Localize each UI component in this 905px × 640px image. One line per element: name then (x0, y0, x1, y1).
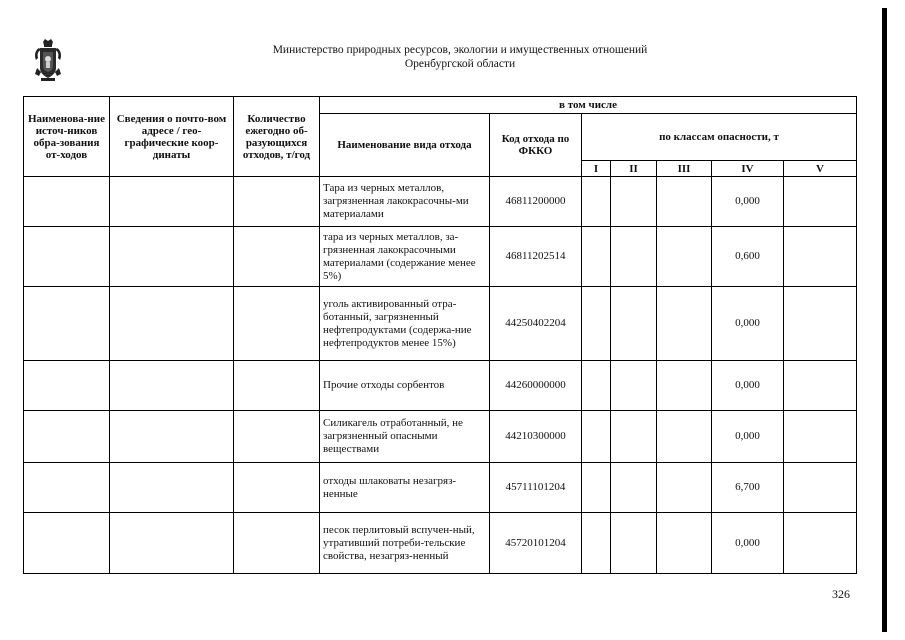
table-row (24, 287, 857, 361)
class-iv-cell: 0,000 (712, 513, 784, 574)
waste-type-cell: песок перлитовый вспучен-ный, утративший потреби-тельские свойства, незагряз-ненный (320, 513, 490, 574)
table-row (24, 463, 857, 513)
header-quantity: Количество ежегодно об-разующихся отходов, т/год (234, 97, 320, 177)
header-including: в том числе (320, 97, 857, 114)
table-row (24, 513, 857, 574)
scan-edge-bar (882, 8, 887, 632)
fkko-code-cell: 45711101204 (490, 463, 582, 513)
header-address: Сведения о почто-вом адресе / гео-графические коор-динаты (110, 97, 234, 177)
table-row (24, 177, 857, 227)
class-iv-cell: 6,700 (712, 463, 784, 513)
fkko-code-cell: 44210300000 (490, 411, 582, 463)
waste-type-cell: Силикагель отработанный, не загрязненный опасными веществами (320, 411, 490, 463)
waste-type-cell: Прочие отходы сорбентов (320, 361, 490, 411)
coat-of-arms-icon (33, 38, 63, 82)
region-title: Оренбургской области (404, 58, 516, 70)
header-class-iii: III (657, 161, 712, 177)
header-class-ii: II (611, 161, 657, 177)
fkko-code-cell: 44260000000 (490, 361, 582, 411)
header-waste-type: Наименование вида отхода (320, 114, 490, 177)
table-row (24, 361, 857, 411)
waste-type-cell: уголь активированный отра-ботанный, загрязненный нефтепродуктами (содержа-ние нефтепродуктов менее 15%) (320, 287, 490, 361)
class-iv-cell: 0,600 (712, 227, 784, 287)
header-fkko-code: Код отхода по ФККО (490, 114, 582, 177)
ministry-title: Министерство природных ресурсов, экологии и имущественных отношений (272, 44, 648, 56)
fkko-code-cell: 46811202514 (490, 227, 582, 287)
class-iv-cell: 0,000 (712, 177, 784, 227)
fkko-code-cell: 44250402204 (490, 287, 582, 361)
table-row (24, 227, 857, 287)
fkko-code-cell: 45720101204 (490, 513, 582, 574)
table-row (24, 411, 857, 463)
document-header (200, 43, 720, 71)
header-class-v: V (784, 161, 857, 177)
header-class-iv: IV (712, 161, 784, 177)
waste-type-cell: отходы шлаковаты незагряз-ненные (320, 463, 490, 513)
waste-type-cell: тара из черных металлов, за-грязненная лакокрасочными материалами (содержание менее 5%) (320, 227, 490, 287)
header-class-i: I (582, 161, 611, 177)
waste-table (23, 96, 857, 574)
class-iv-cell: 0,000 (712, 287, 784, 361)
waste-type-cell: Тара из черных металлов, загрязненная лакокрасочны-ми материалами (320, 177, 490, 227)
page-number: 326 (832, 587, 850, 601)
class-iv-cell: 0,000 (712, 411, 784, 463)
header-hazard-classes: по классам опасности, т (582, 114, 857, 161)
class-iv-cell: 0,000 (712, 361, 784, 411)
header-source-name: Наименова-ние источ-ников обра-зования от-ходов (24, 97, 110, 177)
fkko-code-cell: 46811200000 (490, 177, 582, 227)
